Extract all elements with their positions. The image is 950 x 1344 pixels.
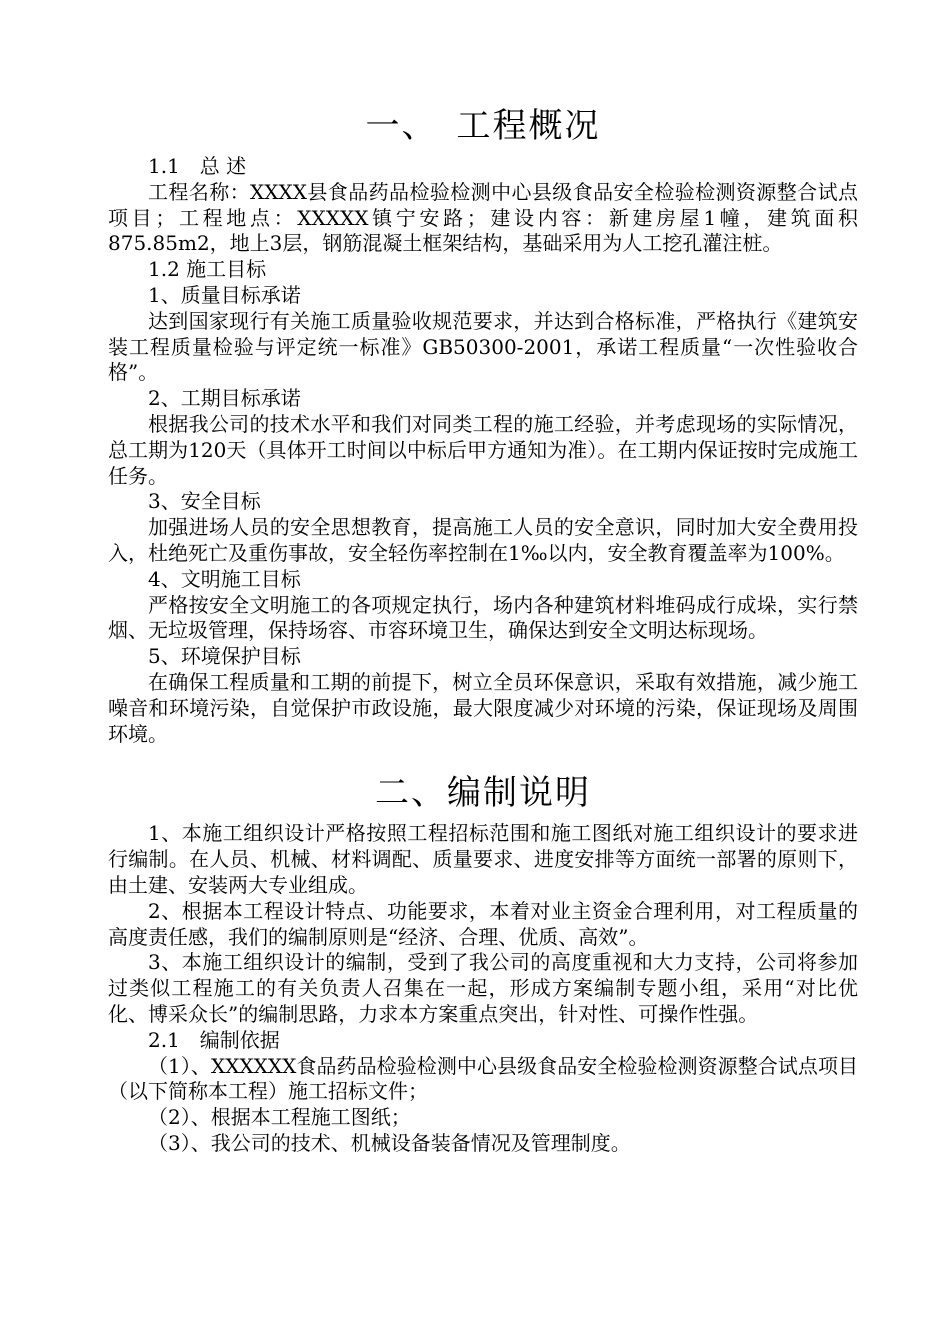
- subheading-schedule-goal: 2、工期目标承诺: [148, 386, 301, 411]
- list-item-basis-3: （3）、我公司的技术、机械设备装备情况及管理制度。: [148, 1130, 631, 1155]
- paragraph-safety-goal: 加强进场人员的安全思想教育，提高施工人员的安全意识，同时加大安全费用投入，杜绝死亡及重伤事故，安全轻伤率控制在1‰以内，安全教育覆盖率为100%。: [108, 515, 858, 565]
- document-page: [108, 98, 858, 1157]
- subheading-overview: 1.1 总 述: [148, 154, 247, 178]
- subheading-compilation-basis: 2.1 编制依据: [148, 1027, 280, 1052]
- paragraph-environment-goal: 在确保工程质量和工期的前提下，树立全员环保意识，采取有效措施，减少施工噪音和环境污染，自觉保护市政设施，最大限度减少对环境的污染，保证现场及周围环境。: [108, 669, 858, 746]
- paragraph-project-info: 工程名称：XXXX县食品药品检验检测中心县级食品安全检验检测资源整合试点项目；工程地点：XXXXX镇宁安路；建设内容：新建房屋1幢，建筑面积875.85m2，地上3层，钢筋混凝土框架结构，基础采用为人工挖孔灌注桩。: [108, 179, 858, 256]
- section-title-compilation-notes: 二、编制说明: [375, 773, 591, 814]
- subheading-construction-goals: 1.2 施工目标: [148, 257, 267, 282]
- subheading-civilized-construction-goal: 4、文明施工目标: [148, 566, 301, 591]
- paragraph-compilation-3: 3、本施工组织设计的编制，受到了我公司的高度重视和大力支持，公司将参加过类似工程施工的有关负责人召集在一起，形成方案编制专题小组，采用“对比优化、博采众长”的编制思路，力求本方案重点突出，针对性、可操作性强。: [108, 950, 858, 1026]
- paragraph-quality-goal: 达到国家现行有关施工质量验收规范要求，并达到合格标准，严格执行《建筑安装工程质量检验与评定统一标准》GB50300-2001，承诺工程质量“一次性验收合格”。: [108, 308, 858, 385]
- section-body-project-overview: [108, 154, 858, 747]
- section-title-project-overview: 一、 工程概况: [365, 106, 601, 146]
- list-item-basis-2: （2）、根据本工程施工图纸；: [148, 1105, 411, 1130]
- subheading-quality-goal: 1、质量目标承诺: [148, 282, 301, 307]
- subheading-environment-goal: 5、环境保护目标: [148, 644, 301, 669]
- paragraph-compilation-2: 2、根据本工程设计特点、功能要求，本着对业主资金合理利用，对工程质量的高度责任感，我们的编制原则是“经济、合理、优质、高效”。: [108, 898, 858, 949]
- paragraph-civilized-construction-goal: 严格按安全文明施工的各项规定执行，场内各种建筑材料堆码成行成垛，实行禁烟、无垃圾管理，保持场容、市容环境卫生，确保达到安全文明达标现场。: [108, 592, 858, 643]
- paragraph-schedule-goal: 根据我公司的技术水平和我们对同类工程的施工经验，并考虑现场的实际情况，总工期为120天（具体开工时间以中标后甲方通知为准）。在工期内保证按时完成施工任务。: [108, 411, 858, 488]
- subheading-safety-goal: 3、安全目标: [148, 489, 261, 514]
- paragraph-compilation-1: 1、本施工组织设计严格按照工程招标范围和施工图纸对施工组织设计的要求进行编制。在人员、机械、材料调配、质量要求、进度安排等方面统一部署的原则下，由土建、安装两大专业组成。: [108, 821, 858, 897]
- section-body-compilation-notes: [108, 821, 858, 1156]
- list-item-basis-1: （1）、XXXXXX食品药品检验检测中心县级食品安全检验检测资源整合试点项目（以下简称本工程）施工招标文件；: [108, 1053, 858, 1104]
